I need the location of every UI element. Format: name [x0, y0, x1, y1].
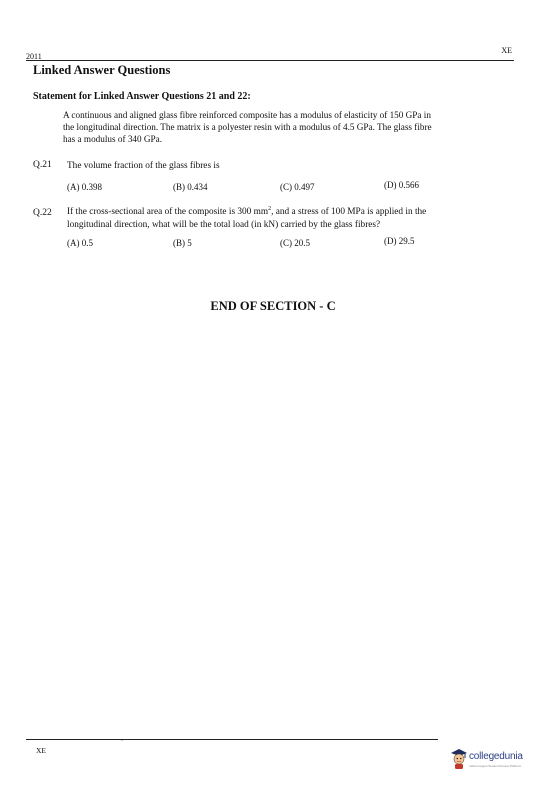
statement-text [63, 109, 511, 145]
statement-line: the longitudinal direction. The matrix is a polyester resin with a modulus of 4.5 GPa. The glass fibre [63, 122, 432, 132]
question-line-part: , and a stress of 100 MPa is applied in the [271, 207, 427, 218]
logo-wordmark: collegedunia [469, 751, 523, 762]
section-title: Linked Answer Questions [33, 63, 171, 77]
statement-line: has a modulus of 340 GPa. [63, 134, 163, 144]
option-b: (B) 5 [173, 238, 192, 248]
option-d: (D) 29.5 [384, 236, 415, 246]
question-number: Q.22 [33, 208, 52, 218]
option-d: (D) 0.566 [384, 180, 419, 190]
logo-tagline: India's largest Student Review Platform [469, 764, 522, 768]
option-a: (A) 0.5 [67, 238, 93, 248]
question-line: longitudinal direction, what will be the total load (in kN) carried by the glass fibres? [67, 219, 381, 230]
option-b: (B) 0.434 [173, 182, 208, 192]
collegedunia-logo [450, 745, 534, 773]
option-c: (C) 0.497 [280, 182, 315, 192]
paper-code-header: XE [501, 46, 512, 55]
footer-divider [26, 739, 438, 740]
student-mascot-icon [450, 747, 468, 769]
paper-code-footer: XE [36, 746, 46, 755]
question-line [67, 203, 513, 219]
option-a: (A) 0.398 [67, 182, 102, 192]
option-c: (C) 20.5 [280, 238, 310, 248]
superscript: 2 [268, 206, 272, 212]
question-text: The volume fraction of the glass fibres is [67, 161, 220, 171]
question-text [67, 203, 513, 231]
exam-year: 2011 [26, 52, 42, 61]
question-line-part: If the cross-sectional area of the composite is 300 mm [67, 207, 269, 218]
end-of-section: END OF SECTION - C [210, 299, 336, 313]
question-number: Q.21 [33, 160, 52, 170]
statement-line: A continuous and aligned glass fibre reinforced composite has a modulus of elasticity of 150 GPa in [63, 110, 431, 120]
header-divider [26, 60, 514, 61]
statement-heading: Statement for Linked Answer Questions 21 and 22: [33, 91, 251, 102]
